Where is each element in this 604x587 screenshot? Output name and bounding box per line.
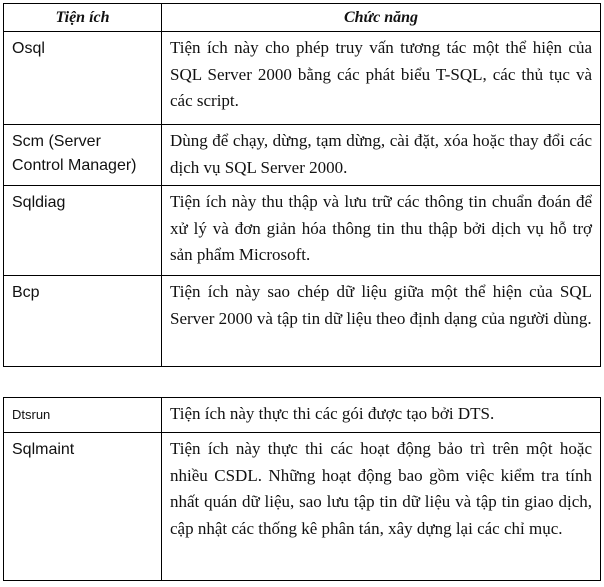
table-row <box>4 276 601 367</box>
utility-name: Sqlmaint <box>4 433 162 581</box>
header-utility: Tiện ích <box>4 4 162 32</box>
utility-description: Tiện ích này thực thi các gói được tạo bởi DTS. <box>162 398 601 433</box>
utility-name: Dtsrun <box>4 398 162 433</box>
utility-description: Tiện ích này thu thập và lưu trữ các thông tin chuẩn đoán để xử lý và đơn giản hóa thông tin thu thập bởi dịch vụ hỗ trợ sản phẩm Microsoft. <box>162 186 601 276</box>
utility-description: Tiện ích này cho phép truy vấn tương tác một thể hiện của SQL Server 2000 bằng các phát biểu T-SQL, các thủ tục và các script. <box>162 32 601 125</box>
utility-description: Tiện ích này thực thi các hoạt động bảo trì trên một hoặc nhiều CSDL. Những hoạt động bao gồm việc kiểm tra tính nhất quán dữ liệu, sao lưu tập tin dữ liệu và tập tin giao dịch, cập nhật các thống kê phân tán, xây dựng lại các chỉ mục. <box>162 433 601 581</box>
utility-name: Scm (Server Control Manager) <box>4 125 162 186</box>
table-row <box>4 32 601 125</box>
utility-description: Dùng để chạy, dừng, tạm dừng, cài đặt, xóa hoặc thay đổi các dịch vụ SQL Server 2000. <box>162 125 601 186</box>
utility-description: Tiện ích này sao chép dữ liệu giữa một thể hiện của SQL Server 2000 và tập tin dữ liệu theo định dạng của người dùng. <box>162 276 601 367</box>
utility-name: Osql <box>4 32 162 125</box>
table-row <box>4 398 601 433</box>
utility-name: Bcp <box>4 276 162 367</box>
table-header-row <box>4 4 601 32</box>
utilities-table <box>3 3 601 367</box>
utilities-table-continued <box>3 397 601 581</box>
utility-name: Sqldiag <box>4 186 162 276</box>
table-row <box>4 186 601 276</box>
table-row <box>4 433 601 581</box>
header-function: Chức năng <box>162 4 601 32</box>
table-row <box>4 125 601 186</box>
